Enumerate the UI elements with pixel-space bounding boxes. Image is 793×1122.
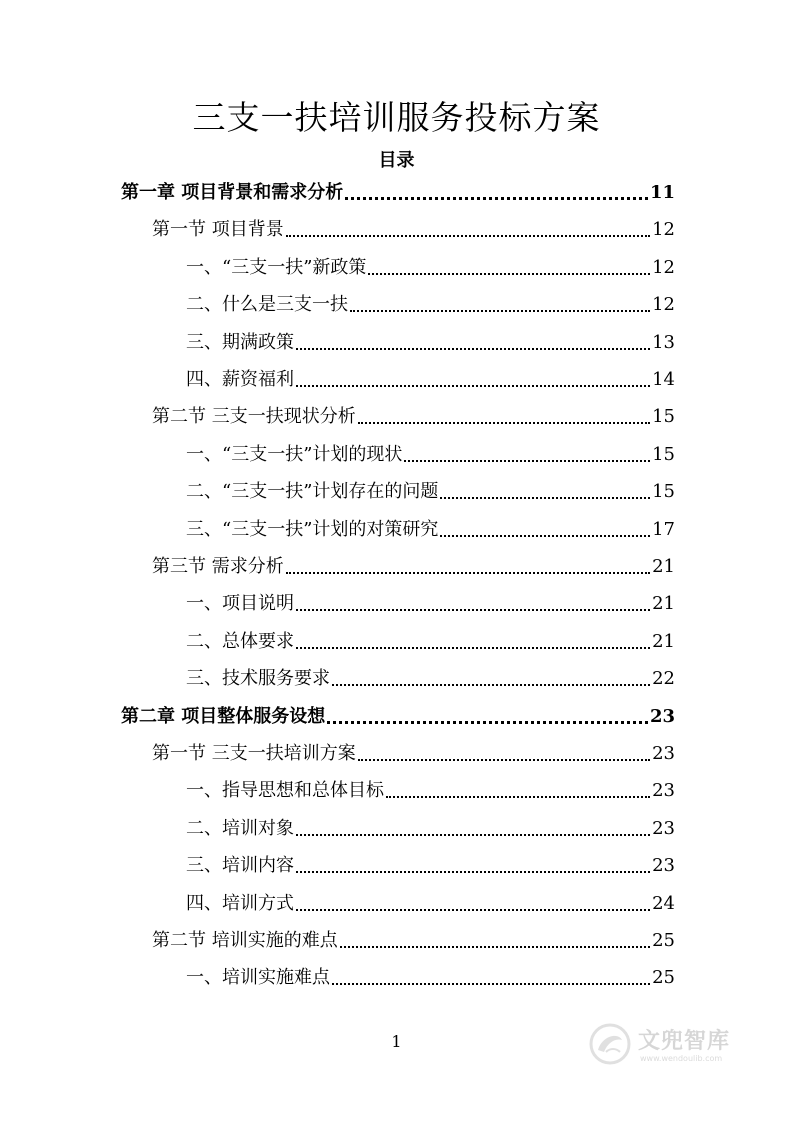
- toc-item-entry[interactable]: [186, 777, 675, 805]
- toc-item-entry[interactable]: [186, 628, 675, 656]
- toc-entry-page: 22: [652, 668, 675, 690]
- toc-entry-label: 第二节 培训实施的难点: [152, 930, 338, 951]
- toc-item-entry[interactable]: [186, 254, 675, 282]
- toc-item-entry[interactable]: [186, 964, 675, 992]
- toc-entry-label: 第一章 项目背景和需求分析: [121, 182, 344, 203]
- toc-dot-leader: [296, 647, 650, 649]
- toc-dot-leader: [345, 197, 648, 200]
- toc-chapter-entry[interactable]: [121, 179, 675, 207]
- toc-section-entry[interactable]: [152, 927, 675, 955]
- toc-entry-page: 17: [652, 518, 675, 540]
- toc-item-entry[interactable]: [186, 890, 675, 918]
- toc-dot-leader: [440, 497, 650, 499]
- toc-entry-label: 一、“三支一扶”新政策: [186, 256, 367, 278]
- watermark: [588, 1020, 758, 1072]
- toc-entry-label: 第二章 项目整体服务设想: [121, 705, 326, 727]
- toc-item-entry[interactable]: [186, 516, 675, 544]
- toc-item-entry[interactable]: [186, 291, 675, 319]
- toc-entry-label: 二、培训对象: [186, 817, 294, 839]
- toc-entry-label: 四、薪资福利: [186, 369, 294, 390]
- toc-dot-leader: [332, 684, 650, 686]
- toc-entry-label: 三、技术服务要求: [186, 668, 330, 690]
- toc-entry-page: 15: [652, 481, 675, 503]
- toc-entry-page: 21: [652, 593, 675, 615]
- toc-heading: 目录: [378, 150, 415, 171]
- toc-dot-leader: [296, 385, 650, 387]
- toc-dot-leader: [358, 422, 650, 424]
- toc-item-entry[interactable]: [186, 478, 675, 506]
- toc-item-entry[interactable]: [186, 329, 675, 357]
- toc-dot-leader: [368, 273, 650, 275]
- toc-entry-page: 15: [652, 406, 675, 428]
- toc-dot-leader: [358, 759, 650, 761]
- toc-dot-leader: [296, 609, 650, 611]
- toc-entry-page: 12: [652, 294, 675, 316]
- toc-entry-page: 15: [652, 443, 675, 465]
- toc-entry-label: 四、培训方式: [186, 892, 294, 914]
- toc-entry-page: 12: [652, 219, 675, 241]
- toc-dot-leader: [327, 721, 648, 724]
- toc-dot-leader: [332, 983, 650, 985]
- toc-entry-label: 一、指导思想和总体目标: [186, 780, 384, 802]
- page-number: 1: [391, 1032, 402, 1051]
- toc-dot-leader: [350, 310, 650, 312]
- toc-entry-page: 21: [652, 556, 675, 577]
- watermark-url: www.wendoulib.com: [640, 1054, 723, 1063]
- toc-section-entry[interactable]: [152, 740, 675, 768]
- toc-entry-label: 第三节 需求分析: [152, 556, 284, 577]
- document-title: 三支一扶培训服务投标方案: [192, 98, 601, 137]
- toc-dot-leader: [340, 946, 650, 948]
- toc-entry-label: 第一节 三支一扶培训方案: [152, 743, 356, 764]
- toc-dot-leader: [404, 460, 650, 462]
- toc-entry-label: 三、培训内容: [186, 855, 294, 877]
- toc-entry-label: 三、期满政策: [186, 331, 294, 353]
- toc-dot-leader: [386, 796, 650, 798]
- toc-dot-leader: [440, 535, 650, 537]
- toc-entry-page: 14: [652, 369, 675, 390]
- watermark-text: 文兜智库: [638, 1029, 731, 1054]
- toc-entry-label: 一、培训实施难点: [186, 967, 330, 989]
- dolphin-logo-icon: [588, 1022, 632, 1066]
- toc-entry-page: 23: [652, 780, 675, 802]
- toc-item-entry[interactable]: [186, 815, 675, 843]
- toc-entry-page: 25: [652, 967, 675, 989]
- toc-entry-label: 二、总体要求: [186, 630, 294, 652]
- toc-entry-label: 第二节 三支一扶现状分析: [152, 406, 356, 428]
- toc-item-entry[interactable]: [186, 441, 675, 469]
- toc-entry-label: 第一节 项目背景: [152, 219, 284, 241]
- toc-entry-page: 24: [652, 892, 675, 914]
- toc-section-entry[interactable]: [152, 553, 675, 581]
- toc-dot-leader: [296, 834, 650, 836]
- toc-item-entry[interactable]: [186, 665, 675, 693]
- toc-entry-page: 23: [649, 705, 675, 727]
- toc-entry-page: 23: [652, 817, 675, 839]
- toc-dot-leader: [286, 572, 650, 574]
- toc-section-entry[interactable]: [152, 403, 675, 431]
- toc-entry-label: 一、“三支一扶”计划的现状: [186, 443, 403, 465]
- toc-dot-leader: [296, 909, 650, 911]
- toc-entry-label: 二、“三支一扶”计划存在的问题: [186, 481, 439, 503]
- toc-dot-leader: [296, 348, 650, 350]
- toc-entry-page: 23: [652, 743, 675, 764]
- toc-entry-label: 一、项目说明: [186, 593, 294, 615]
- toc-dot-leader: [286, 235, 650, 237]
- toc-entry-page: 21: [652, 630, 675, 652]
- toc-entry-label: 三、“三支一扶”计划的对策研究: [186, 518, 439, 540]
- toc-item-entry[interactable]: [186, 366, 675, 394]
- toc-entry-page: 11: [649, 182, 675, 203]
- toc-entry-page: 12: [652, 256, 675, 278]
- toc-chapter-entry[interactable]: [121, 703, 675, 731]
- toc-entry-page: 25: [652, 930, 675, 951]
- toc-entry-page: 23: [652, 855, 675, 877]
- toc-entry-page: 13: [652, 331, 675, 353]
- toc-entry-label: 二、什么是三支一扶: [186, 294, 348, 316]
- toc-section-entry[interactable]: [152, 216, 675, 244]
- toc-item-entry[interactable]: [186, 852, 675, 880]
- toc-item-entry[interactable]: [186, 590, 675, 618]
- toc-dot-leader: [296, 871, 650, 873]
